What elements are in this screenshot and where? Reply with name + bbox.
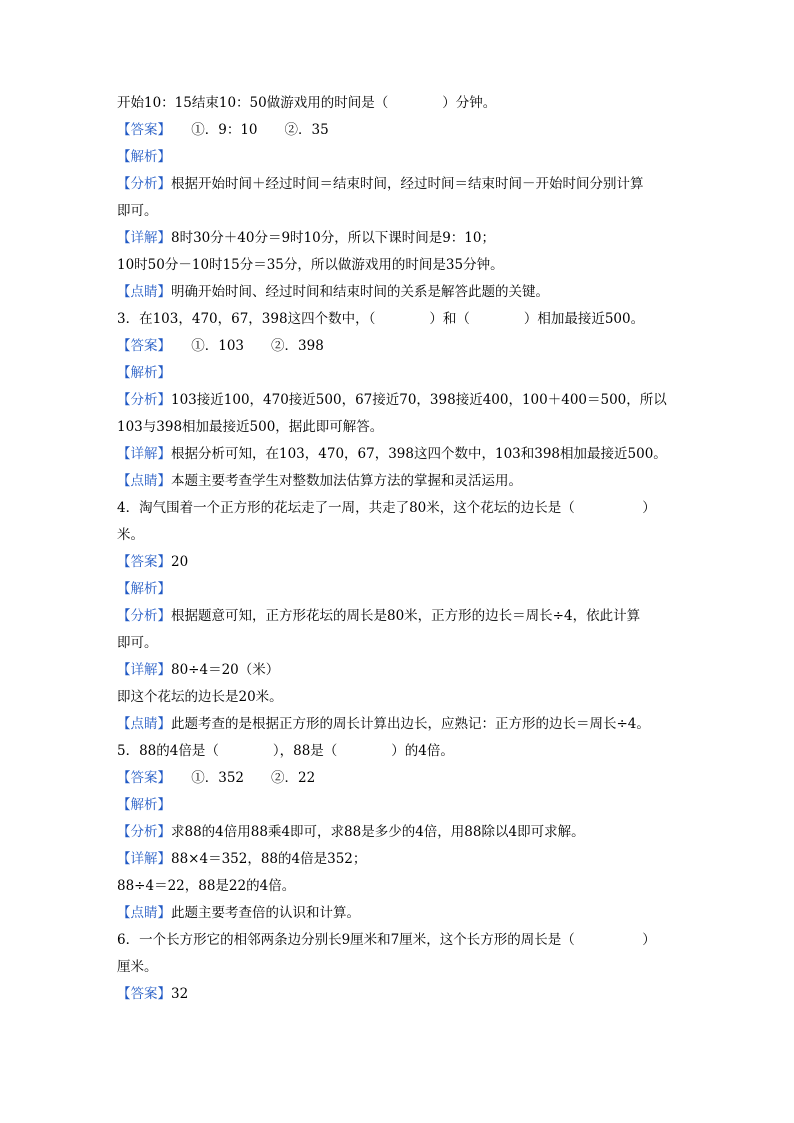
text-line (117, 900, 677, 927)
text-line (117, 846, 677, 873)
line-text: 求88的4倍用88乘4即可，求88是多少的4倍，用88除以4即可求解。 (171, 824, 585, 840)
section-tag: 【点睛】 (117, 284, 171, 300)
text-line (117, 954, 677, 981)
line-text: 10时50分－10时15分＝35分，所以做游戏用的时间是35分钟。 (117, 257, 504, 273)
section-tag: 【点睛】 (117, 716, 171, 732)
text-line (117, 414, 677, 441)
line-text: 此题考查的是根据正方形的周长计算出边长，应熟记：正方形的边长＝周长÷4。 (171, 716, 650, 732)
line-text: 根据开始时间＋经过时间＝结束时间，经过时间＝结束时间－开始时间分别计算 (171, 176, 644, 192)
text-line (117, 603, 677, 630)
text-line (117, 792, 677, 819)
line-text: 米。 (117, 527, 144, 543)
line-text: 5．88的4倍是（ ），88是（ ）的4倍。 (117, 743, 454, 759)
line-text: 88×4＝352，88的4倍是352； (171, 851, 367, 867)
line-text: 3．在103，470，67，398这四个数中，（ ）和（ ）相加最接近500。 (117, 311, 645, 327)
line-text: 根据分析可知，在103，470，67，398这四个数中，103和398相加最接近500。 (171, 446, 667, 462)
line-text: ①．103 ②．398 (164, 338, 324, 354)
section-tag: 【答案】 (117, 770, 165, 786)
line-text: 88÷4＝22，88是22的4倍。 (117, 878, 296, 894)
section-tag: 【解析】 (117, 149, 171, 165)
line-text: 32 (171, 986, 189, 1002)
text-line (117, 495, 677, 522)
text-line (117, 711, 677, 738)
section-tag: 【答案】 (117, 338, 165, 354)
text-line (117, 360, 677, 387)
text-line (117, 279, 677, 306)
text-line (117, 981, 677, 1008)
text-line (117, 576, 677, 603)
line-text: 即这个花坛的边长是20米。 (117, 689, 283, 705)
line-text: 明确开始时间、经过时间和结束时间的关系是解答此题的关键。 (171, 284, 549, 300)
line-text: 8时30分＋40分＝9时10分，所以下课时间是9：10； (171, 230, 495, 246)
section-tag: 【点睛】 (117, 905, 171, 921)
text-line (117, 144, 677, 171)
text-line (117, 630, 677, 657)
section-tag: 【分析】 (117, 608, 171, 624)
section-tag: 【解析】 (117, 365, 171, 381)
line-text: 4．淘气围着一个正方形的花坛走了一周，共走了80米，这个花坛的边长是（ ） (117, 500, 656, 516)
text-line (117, 171, 677, 198)
line-text: ①．9：10 ②．35 (164, 122, 329, 138)
text-line (117, 738, 677, 765)
text-line (117, 441, 677, 468)
line-text: 开始10：15结束10：50做游戏用的时间是（ ）分钟。 (117, 95, 497, 111)
line-text: 本题主要考查学生对整数加法估算方法的掌握和灵活运用。 (171, 473, 522, 489)
section-tag: 【答案】 (117, 554, 171, 570)
text-line (117, 873, 677, 900)
text-line (117, 387, 677, 414)
text-line (117, 765, 677, 792)
section-tag: 【详解】 (117, 446, 171, 462)
line-text: 6．一个长方形它的相邻两条边分别长9厘米和7厘米，这个长方形的周长是（ ） (117, 932, 656, 948)
text-line (117, 306, 677, 333)
text-line (117, 333, 677, 360)
line-text: 103接近100，470接近500，67接近70，398接近400，100＋400＝500，所以 (171, 392, 667, 408)
text-line (117, 198, 677, 225)
line-text: 103与398相加最接近500，据此即可解答。 (117, 419, 384, 435)
text-line (117, 819, 677, 846)
section-tag: 【分析】 (117, 824, 171, 840)
text-line (117, 90, 677, 117)
section-tag: 【分析】 (117, 176, 171, 192)
line-text: 此题主要考查倍的认识和计算。 (171, 905, 360, 921)
section-tag: 【解析】 (117, 581, 171, 597)
line-text: 20 (171, 554, 189, 570)
section-tag: 【详解】 (117, 851, 171, 867)
line-text: 厘米。 (117, 959, 158, 975)
section-tag: 【点睛】 (117, 473, 171, 489)
line-text: 80÷4＝20（米） (171, 662, 280, 678)
line-text: 即可。 (117, 203, 158, 219)
section-tag: 【详解】 (117, 662, 171, 678)
section-tag: 【答案】 (117, 122, 165, 138)
section-tag: 【分析】 (117, 392, 171, 408)
text-line (117, 657, 677, 684)
section-tag: 【答案】 (117, 986, 171, 1002)
line-text: 根据题意可知，正方形花坛的周长是80米，正方形的边长＝周长÷4，依此计算 (171, 608, 641, 624)
section-tag: 【详解】 (117, 230, 171, 246)
text-line (117, 225, 677, 252)
text-line (117, 117, 677, 144)
line-text: 即可。 (117, 635, 158, 651)
document-page (117, 90, 677, 1008)
text-line (117, 684, 677, 711)
text-line (117, 549, 677, 576)
text-line (117, 927, 677, 954)
text-line (117, 468, 677, 495)
line-text: ①．352 ②．22 (164, 770, 316, 786)
text-line (117, 252, 677, 279)
section-tag: 【解析】 (117, 797, 171, 813)
text-line (117, 522, 677, 549)
